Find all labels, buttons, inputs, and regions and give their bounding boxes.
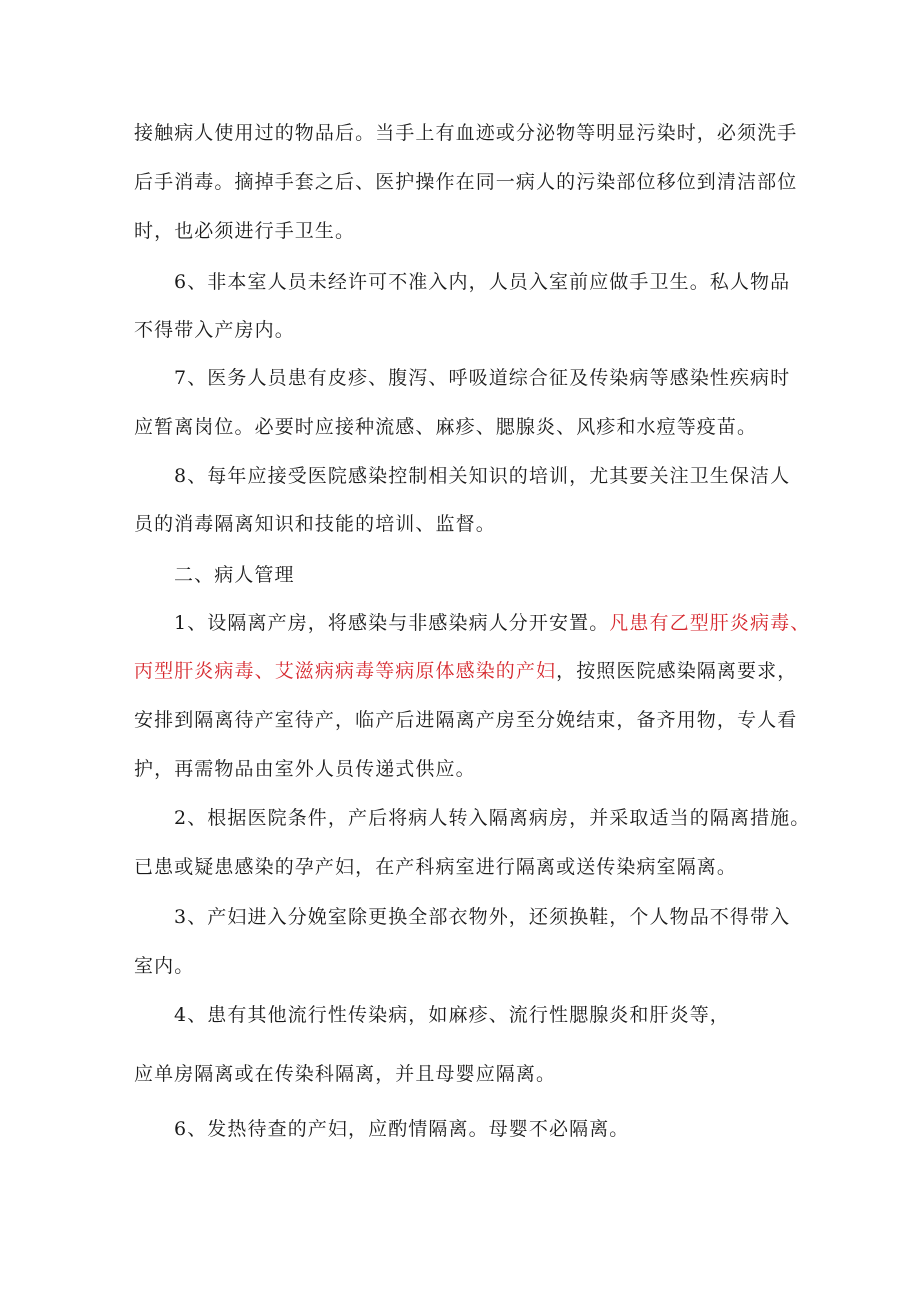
line-text: 4、患有其他流行性传染病，如麻疹、流行性腮腺炎和肝炎等， [174,1004,730,1026]
line-text: 应暂离岗位。必要时应接种流感、麻疹、腮腺炎、风疹和水痘等疫苗。 [134,416,758,438]
line-text: 后手消毒。摘掉手套之后、医护操作在同一病人的污染部位移位到清洁部位 [134,171,798,193]
paragraph-line [134,954,794,978]
line-text: 3、产妇进入分娩室除更换全部衣物外，还须换鞋，个人物品不得带入 [174,906,791,928]
highlighted-text: 凡患有乙型肝炎病毒、 [609,612,811,634]
line-text: 7、医务人员患有皮疹、腹泻、呼吸道综合征及传染病等感染性疾病时 [174,367,791,389]
paragraph-line [174,464,834,488]
line-text: 已患或疑患感染的孕产妇，在产科病室进行隔离或送传染病室隔离。 [134,856,738,878]
paragraph-line [174,366,834,390]
paragraph-line [134,415,794,439]
line-text: ，按照医院感染隔离要求， [556,660,798,682]
line-text: 应单房隔离或在传染科隔离，并且母婴应隔离。 [134,1063,557,1085]
line-text: 时，也必须进行手卫生。 [134,220,356,242]
paragraph-line [134,855,794,879]
section-heading [174,563,834,587]
paragraph-line [134,708,798,732]
line-text: 护，再需物品由室外人员传递式供应。 [134,758,476,780]
line-text: 6、发热待查的产妇，应酌情隔离。母婴不必隔离。 [174,1118,630,1140]
paragraph-line [134,121,798,145]
line-text: 员的消毒隔离知识和技能的培训、监督。 [134,513,496,535]
paragraph-line [174,905,834,929]
paragraph-line [134,659,798,683]
line-text: 8、每年应接受医院感染控制相关知识的培训，尤其要关注卫生保洁人 [174,465,791,487]
line-text: 1、设隔离产房，将感染与非感染病人分开安置。 [174,612,610,634]
paragraph-line [134,1062,794,1086]
paragraph-line [174,806,834,830]
paragraph-line [134,318,794,342]
paragraph-line [174,1117,834,1141]
line-text: 接触病人使用过的物品后。当手上有血迹或分泌物等明显污染时，必须洗手 [134,122,798,144]
line-text: 室内。 [134,955,195,977]
paragraph-line [134,219,794,243]
paragraph-line [174,1003,834,1027]
line-text: 安排到隔离待产室待产，临产后进隔离产房至分娩结束，备齐用物，专人看 [134,709,798,731]
line-text: 不得带入产房内。 [134,319,295,341]
highlighted-text: 丙型肝炎病毒、艾滋病病毒等病原体感染的产妇 [134,660,557,682]
paragraph-line [174,270,834,294]
paragraph-line [174,611,834,635]
line-text: 2、根据医院条件，产后将病人转入隔离病房，并采取适当的隔离措施。 [174,807,811,829]
paragraph-line [134,170,798,194]
paragraph-line [134,512,794,536]
paragraph-line [134,757,794,781]
line-text: 6、非本室人员未经许可不准入内，人员入室前应做手卫生。私人物品 [174,271,791,293]
heading-text: 二、病人管理 [174,564,295,586]
